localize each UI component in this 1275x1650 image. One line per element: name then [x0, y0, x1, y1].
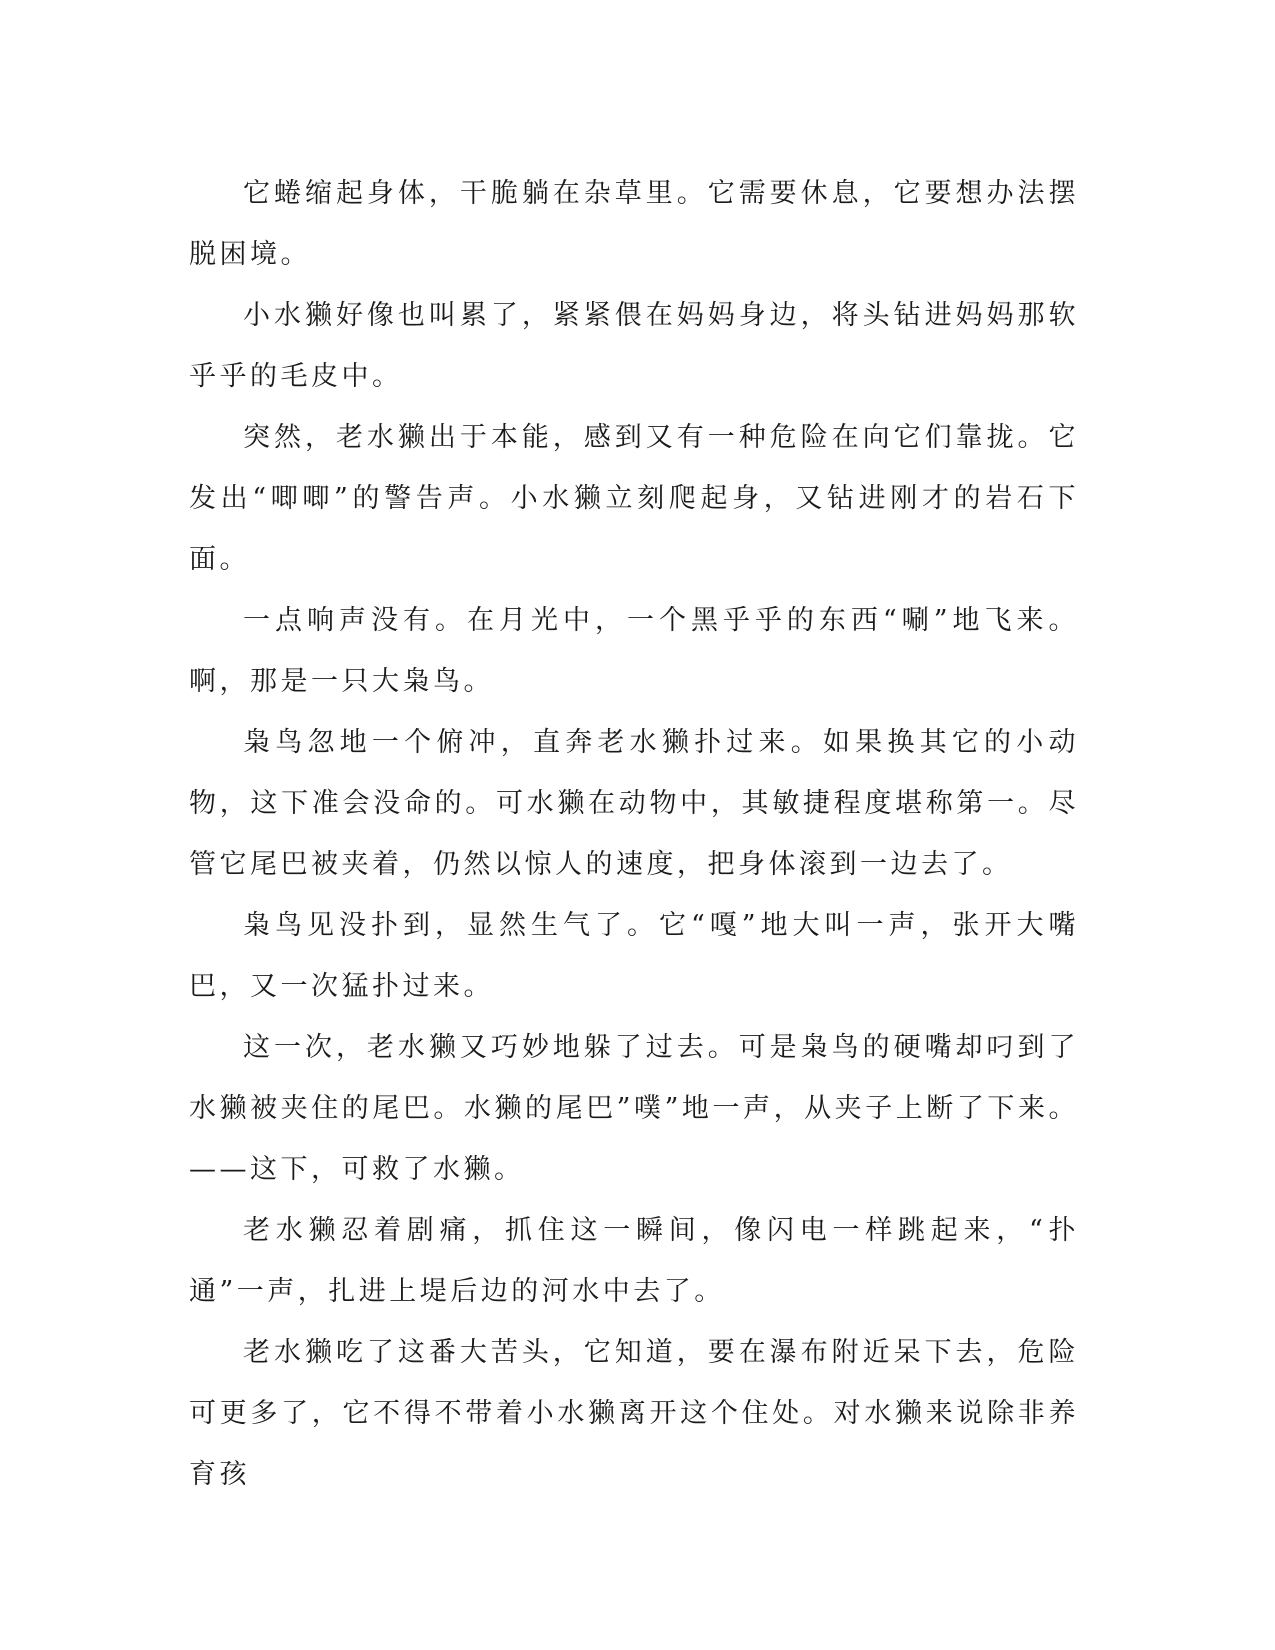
- paragraph-6: 枭鸟见没扑到，显然生气了。它“嘎”地大叫一声，张开大嘴巴，又一次猛扑过来。: [189, 910, 1079, 1002]
- paragraph-7: 这一次，老水獭又巧妙地躲了过去。可是枭鸟的硬嘴却叼到了水獭被夹住的尾巴。水獭的尾巴”噗”地一声，从夹子上断了下来。——这下，可救了水獭。: [189, 1032, 1079, 1185]
- paragraph-2: 小水獭好像也叫累了，紧紧偎在妈妈身边，将头钻进妈妈那软乎乎的毛皮中。: [189, 300, 1079, 392]
- paragraph-8: 老水獭忍着剧痛，抓住这一瞬间，像闪电一样跳起来，“扑通”一声，扎进上堤后边的河水中去了。: [189, 1215, 1079, 1307]
- paragraph-9: 老水獭吃了这番大苦头，它知道，要在瀑布附近呆下去，危险可更多了，它不得不带着小水獭离开这个住处。对水獭来说除非养育孩: [189, 1337, 1079, 1490]
- paragraph-3: 突然，老水獭出于本能，感到又有一种危险在向它们靠拢。它发出“唧唧”的警告声。小水獭立刻爬起身，又钻进刚才的岩石下面。: [189, 422, 1079, 575]
- paragraph-4: 一点响声没有。在月光中，一个黑乎乎的东西“唰”地飞来。啊，那是一只大枭鸟。: [189, 605, 1079, 697]
- paragraph-1: 它蜷缩起身体，干脆躺在杂草里。它需要休息，它要想办法摆脱困境。: [189, 178, 1079, 270]
- document-body: [189, 163, 1079, 1505]
- paragraph-5: 枭鸟忽地一个俯冲，直奔老水獭扑过来。如果换其它的小动物，这下准会没命的。可水獭在动物中，其敏捷程度堪称第一。尽管它尾巴被夹着，仍然以惊人的速度，把身体滚到一边去了。: [189, 727, 1079, 880]
